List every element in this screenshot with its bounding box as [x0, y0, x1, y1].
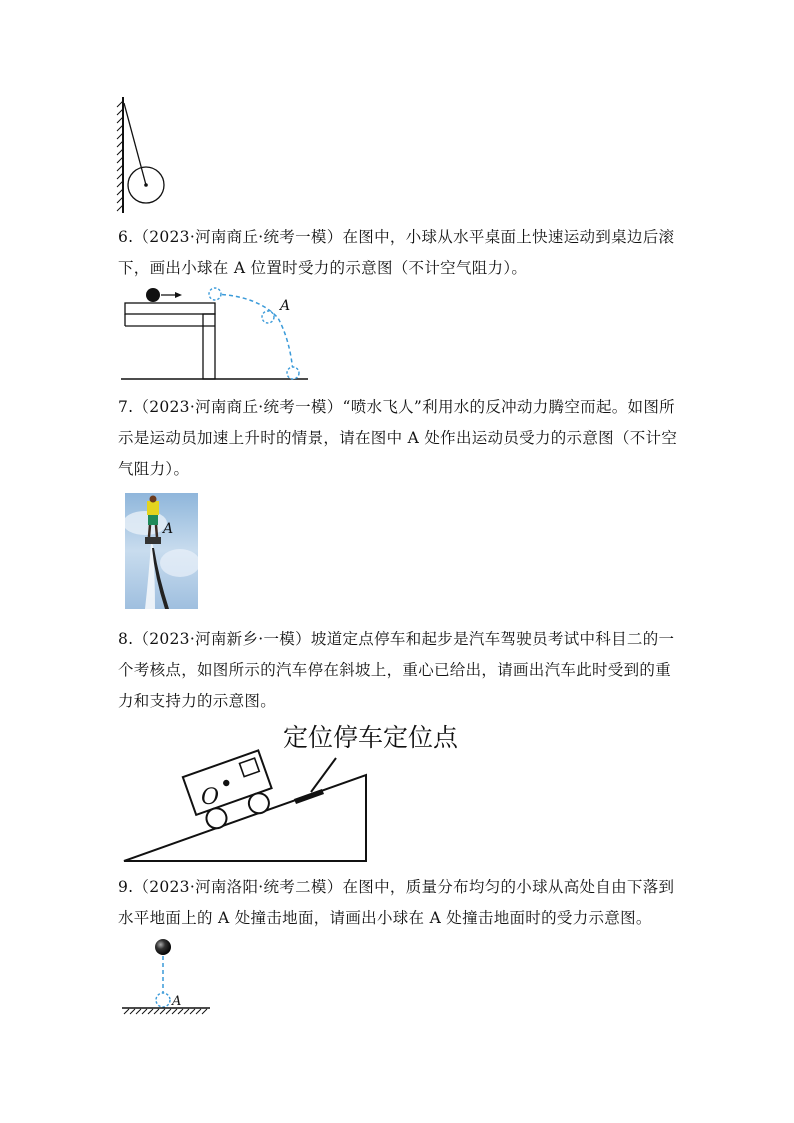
slope-car-figure [118, 716, 478, 866]
pendulum-figure [110, 95, 180, 215]
question-text: 坡道定点停车和起步是汽车驾驶员考试中科目二的一个考核点，如图所示的汽车停在斜坡上，重心已给出，请画出汽车此时受到的重力和支持力的示意图。 [118, 630, 675, 710]
question-source: （2023·河南新乡·一模） [133, 630, 311, 648]
table-leg [203, 314, 215, 379]
question-text: “喷水飞人”利用水的反冲动力腾空而起。如图所示是运动员加速上升时的情景，请在图中 A 处作出运动员受力的示意图（不计空气阻力）。 [118, 398, 678, 478]
water-jetpack-photo [125, 493, 198, 609]
question-8 [118, 624, 678, 717]
question-source: （2023·河南商丘·统考一模） [133, 228, 343, 246]
question-7 [118, 392, 678, 485]
stop-marker [294, 789, 324, 804]
question-text: 在图中，小球从水平桌面上快速运动到桌边后滚下，画出小球在 A 位置时受力的示意图（不计空气阻力）。 [118, 228, 675, 277]
table-top [125, 303, 215, 314]
falling-ball-figure [118, 935, 218, 1021]
question-number: 9. [118, 878, 134, 896]
ball [146, 288, 160, 302]
table-ball-figure [118, 282, 318, 386]
question-6 [118, 222, 678, 284]
question-source: （2023·河南洛阳·统考二模） [133, 878, 343, 896]
label-a: A [280, 298, 291, 314]
label-a: A [163, 521, 174, 537]
question-number: 7. [118, 398, 134, 416]
figure-caption: 定位停车定位点 [283, 723, 459, 752]
label-o: O [201, 785, 220, 810]
question-number: 6. [118, 228, 134, 246]
ball [155, 939, 171, 955]
car [183, 750, 278, 833]
question-text: 在图中，质量分布均匀的小球从高处自由下落到水平地面上的 A 处撞击地面，请画出小球在 A 处撞击地面时的受力示意图。 [118, 878, 675, 927]
label-a: A [172, 994, 182, 1009]
question-9 [118, 872, 678, 934]
question-source: （2023·河南商丘·统考一模） [133, 398, 343, 416]
question-number: 8. [118, 630, 134, 648]
